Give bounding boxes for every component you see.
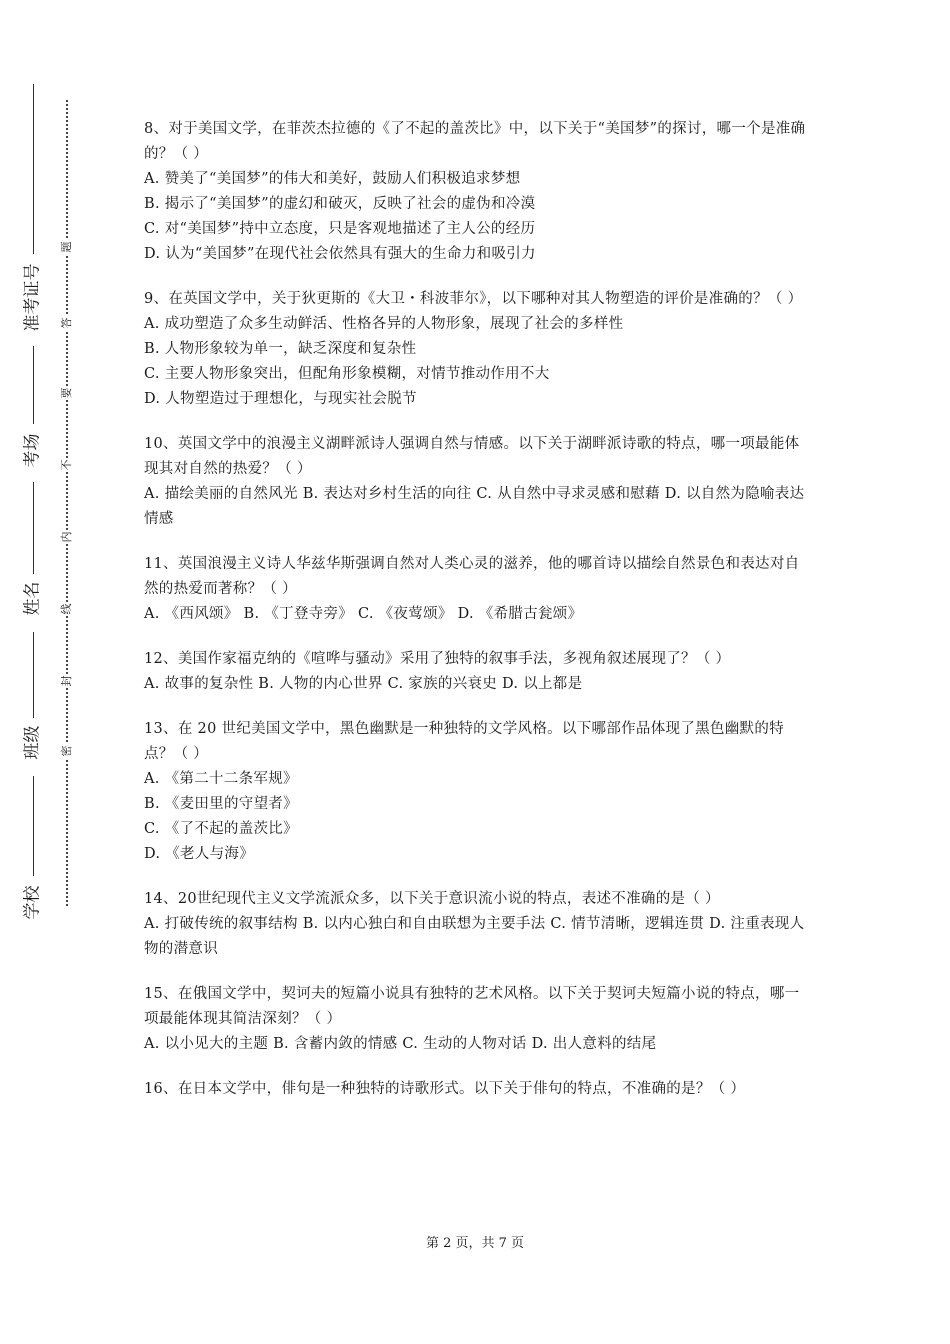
question-16 bbox=[144, 1077, 812, 1102]
margin-label-exam-room: 考场 bbox=[22, 433, 43, 468]
seal-line-text bbox=[58, 100, 76, 906]
options-inline: A. 《西风颂》 B. 《丁登寺旁》 C. 《夜莺颂》 D. 《希腊古瓮颂》 bbox=[144, 606, 583, 622]
question-stem: 15、在俄国文学中，契诃夫的短篇小说具有独特的艺术风格。以下关于契诃夫短篇小说的特点，哪一项最能体现其简洁深刻？（ ） bbox=[144, 986, 800, 1027]
question-stem: 10、英国文学中的浪漫主义湖畔派诗人强调自然与情感。以下关于湖畔派诗歌的特点，哪一项最能体现其对自然的热爱？（ ） bbox=[144, 436, 800, 477]
margin-label-name: 姓名 bbox=[22, 581, 43, 616]
question-stem: 14、20世纪现代主义文学流派众多，以下关于意识流小说的特点，表述不准确的是（ ） bbox=[144, 891, 720, 907]
question-15 bbox=[144, 982, 812, 1057]
margin-line-room bbox=[33, 346, 34, 424]
question-stem: 13、在 20 世纪美国文学中，黑色幽默是一种独特的文学风格。以下哪部作品体现了黑色幽默的特点？（ ） bbox=[144, 721, 784, 762]
margin-line-school bbox=[33, 776, 34, 876]
seal-char: 题 bbox=[58, 240, 76, 254]
option-b: B. 揭示了“美国梦”的虚幻和破灭，反映了社会的虚伪和冷漠 bbox=[144, 196, 536, 212]
question-stem: 9、在英国文学中，关于狄更斯的《大卫・科波菲尔》，以下哪种对其人物塑造的评价是准确的？（ ） bbox=[144, 291, 803, 307]
question-8 bbox=[144, 117, 812, 267]
option-d: D. 认为“美国梦”在现代社会依然具有强大的生命力和吸引力 bbox=[144, 246, 536, 262]
question-12 bbox=[144, 647, 812, 697]
question-13 bbox=[144, 717, 812, 867]
options-inline: A. 以小见大的主题 B. 含蓄内敛的情感 C. 生动的人物对话 D. 出人意料的结尾 bbox=[144, 1036, 657, 1052]
seal-char: 封 bbox=[58, 674, 76, 688]
option-a: A. 赞美了“美国梦”的伟大和美好，鼓励人们积极追求梦想 bbox=[144, 171, 521, 187]
option-d: D. 《老人与海》 bbox=[144, 846, 255, 862]
option-c: C. 对“美国梦”持中立态度，只是客观地描述了主人公的经历 bbox=[144, 221, 536, 237]
margin-label-class: 班级 bbox=[22, 725, 43, 760]
question-11 bbox=[144, 552, 812, 627]
seal-char: 要 bbox=[58, 386, 76, 400]
binding-margin bbox=[16, 84, 50, 934]
option-c: C. 《了不起的盖茨比》 bbox=[144, 821, 298, 837]
question-stem: 16、在日本文学中，俳句是一种独特的诗歌形式。以下关于俳句的特点，不准确的是？（ ） bbox=[144, 1081, 746, 1097]
seal-char: 内 bbox=[58, 530, 76, 544]
option-b: B. 《麦田里的守望者》 bbox=[144, 796, 298, 812]
question-stem: 11、英国浪漫主义诗人华兹华斯强调自然对人类心灵的滋养，他的哪首诗以描绘自然景色和表达对自然的热爱而著称？（ ） bbox=[144, 556, 800, 597]
question-9 bbox=[144, 287, 812, 412]
question-stem: 12、美国作家福克纳的《喧哗与骚动》采用了独特的叙事手法，多视角叙述展现了？（ ） bbox=[144, 651, 731, 667]
question-14 bbox=[144, 887, 812, 962]
question-list bbox=[144, 117, 812, 1122]
margin-line-name bbox=[33, 482, 34, 574]
margin-label-school: 学校 bbox=[22, 885, 43, 920]
margin-label-admission-number: 准考证号 bbox=[22, 263, 43, 332]
option-a: A. 成功塑造了众多生动鲜活、性格各异的人物形象，展现了社会的多样性 bbox=[144, 316, 624, 332]
option-d: D. 人物塑造过于理想化，与现实社会脱节 bbox=[144, 391, 417, 407]
margin-line-admission bbox=[33, 84, 34, 254]
options-inline: A. 描绘美丽的自然风光 B. 表达对乡村生活的向往 C. 从自然中寻求灵感和慰藉 D. 以自然为隐喻表达情感 bbox=[144, 486, 805, 527]
seal-char: 不 bbox=[58, 458, 76, 472]
option-c: C. 主要人物形象突出，但配角形象模糊，对情节推动作用不大 bbox=[144, 366, 550, 382]
options-inline: A. 故事的复杂性 B. 人物的内心世界 C. 家族的兴衰史 D. 以上都是 bbox=[144, 676, 583, 692]
question-stem: 8、对于美国文学，在菲茨杰拉德的《了不起的盖茨比》中，以下关于“美国梦”的探讨，哪一个是准确的？（ ） bbox=[144, 121, 806, 162]
seal-char: 线 bbox=[58, 602, 76, 616]
option-b: B. 人物形象较为单一，缺乏深度和复杂性 bbox=[144, 341, 417, 357]
option-a: A. 《第二十二条军规》 bbox=[144, 771, 298, 787]
question-10 bbox=[144, 432, 812, 532]
margin-line-class bbox=[33, 632, 34, 718]
seal-char: 答 bbox=[58, 316, 76, 330]
page-number-footer: 第 2 页，共 7 页 bbox=[425, 1236, 525, 1251]
seal-char: 密 bbox=[58, 744, 76, 758]
options-inline: A. 打破传统的叙事结构 B. 以内心独白和自由联想为主要手法 C. 情节清晰，逻辑连贯 D. 注重表现人物的潜意识 bbox=[144, 916, 805, 957]
